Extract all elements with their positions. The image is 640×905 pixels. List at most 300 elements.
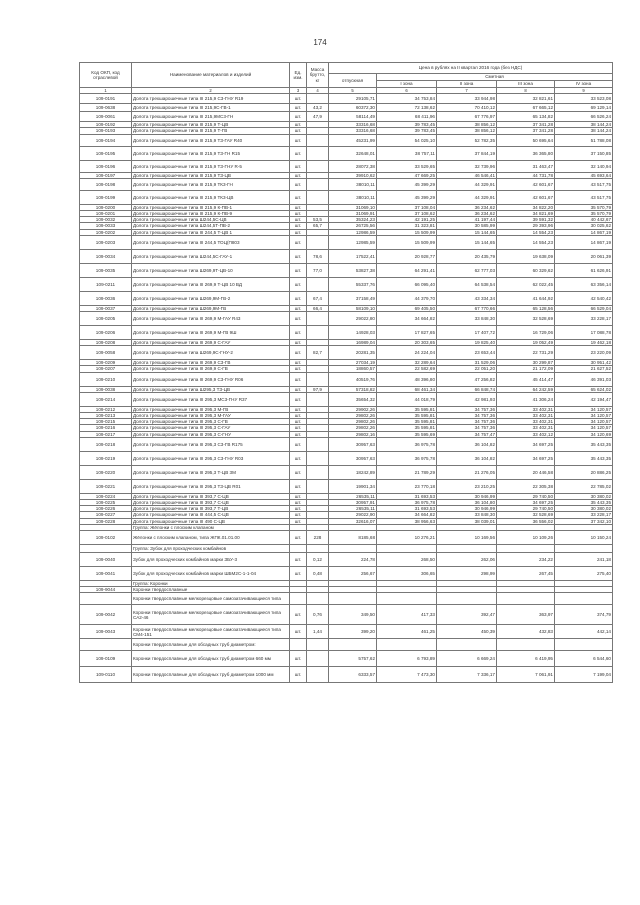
cell-code: 109-0034 <box>80 249 132 263</box>
cell-zone-3: 44 731,78 <box>497 172 555 178</box>
cell-zone-3: 37 341,28 <box>497 128 555 134</box>
table-row <box>80 605 613 625</box>
cell-price: 58109,10 <box>329 305 377 311</box>
cell-price: 18860,57 <box>329 366 377 372</box>
cell-zone-2: 23 210,25 <box>437 479 497 493</box>
cell-code: 109-0208 <box>80 340 132 346</box>
table-row <box>80 372 613 386</box>
cell-zone-3: 22 305,38 <box>497 479 555 493</box>
cell-mass: 97,9 <box>307 386 329 392</box>
cell-unit: шт. <box>290 305 307 311</box>
cell-zone-2 <box>437 593 497 605</box>
cell-price: 256,67 <box>329 567 377 581</box>
cell-price: 28072,38 <box>329 160 377 172</box>
cell-zone-3: 7 061,91 <box>497 667 555 683</box>
cell-code: 109-0043 <box>80 625 132 639</box>
cell-code: 109-0206 <box>80 326 132 340</box>
cell-unit: шт. <box>290 217 307 223</box>
cell-zone-3: 37 341,28 <box>497 122 555 128</box>
cell-code: 109-0220 <box>80 465 132 479</box>
cell-unit: шт. <box>290 493 307 499</box>
cell-price: 31069,91 <box>329 211 377 217</box>
cell-zone-3: 36 365,80 <box>497 146 555 160</box>
cell-zone-2: 262,06 <box>437 553 497 567</box>
cell-zone-3: 65 128,56 <box>497 305 555 311</box>
cell-zone-1: 37 108,04 <box>377 204 437 210</box>
cell-unit: шт. <box>290 605 307 625</box>
cell-name: Долота трехшарошечные типа Ш269,9Т-ЦВ-10 <box>132 263 290 277</box>
cell-zone-3: 33 402,31 <box>497 406 555 412</box>
cell-zone-2: 38 856,12 <box>437 122 497 128</box>
cell-zone-1: 54 025,10 <box>377 134 437 146</box>
cell-mass <box>307 639 329 651</box>
cell-zone-2 <box>437 639 497 651</box>
cell-zone-4: 35 443,35 <box>555 437 613 451</box>
cell-name: Долота трехшарошечные типа III 215,9 ТЗ-ГНУ R-5 <box>132 160 290 172</box>
cell-name: Долота трехшарошечные типа III 295,3 С-ГАУ <box>132 425 290 431</box>
cell-code: 109-0058 <box>80 346 132 360</box>
cell-zone-1: 268,50 <box>377 553 437 567</box>
cell-unit: шт. <box>290 277 307 291</box>
cell-zone-2: 34 757,36 <box>437 425 497 431</box>
cell-zone-3: 62 022,45 <box>497 277 555 291</box>
cell-unit: шт. <box>290 112 307 122</box>
cell-price: 32648,01 <box>329 146 377 160</box>
cell-zone-2: 66 848,74 <box>437 386 497 392</box>
cell-zone-2: 38 039,01 <box>437 518 497 524</box>
cell-price: 29802,26 <box>329 425 377 431</box>
table-row <box>80 639 613 651</box>
cell-name: Долота трехшарошечные типа III 215,9С-ГВ-1 <box>132 104 290 112</box>
page-number: 174 <box>313 38 327 47</box>
cell-name: Коронки твердосплавные мелкорезцовые самозатачивающиеся типа <box>132 593 290 605</box>
table-row <box>80 94 613 104</box>
col-number: 3 <box>290 88 307 94</box>
cell-name: Долота трехшарошечные типа III 269,9 Т-ЦВ 10 ВД <box>132 277 290 291</box>
cell-unit: шт. <box>290 190 307 204</box>
cell-name: Долота трехшарошечные типа III 393,7 С-ЦВ <box>132 500 290 506</box>
cell-zone-4: 35 570,79 <box>555 204 613 210</box>
cell-zone-3 <box>497 593 555 605</box>
cell-zone-2: 44 329,91 <box>437 178 497 190</box>
cell-price: 12985,59 <box>329 235 377 249</box>
cell-zone-3: 363,97 <box>497 605 555 625</box>
cell-unit: шт. <box>290 413 307 419</box>
cell-code: 109-0212 <box>80 406 132 412</box>
cell-zone-2: 31 529,06 <box>437 360 497 366</box>
cell-zone-1: 32 289,64 <box>377 360 437 366</box>
cell-name: Долота трехшарошечные типа III 244,5 ТОЦ(П803 <box>132 235 290 249</box>
cell-name: Коронки твердосплавные мелкорезцовые самозатачивающиеся типа СА2-46 <box>132 605 290 625</box>
cell-zone-1: 39 783,45 <box>377 122 437 128</box>
table-row <box>80 312 613 326</box>
header-code: Код ОКП, код отраслевой <box>80 63 132 88</box>
cell-name: Долота трехшарошечные типа III 269,9 С-ГВ <box>132 366 290 372</box>
cell-code <box>80 639 132 651</box>
cell-name: Долота трехшарошечные типа III 215,9 ТЗ-ЦВ <box>132 172 290 178</box>
cell-price: 12986,59 <box>329 229 377 235</box>
cell-zone-4: 14 867,19 <box>555 229 613 235</box>
cell-code: 109-0109 <box>80 651 132 667</box>
cell-zone-4: 38 144,24 <box>555 122 613 128</box>
cell-mass <box>307 178 329 190</box>
cell-zone-1: 20 928,77 <box>377 249 437 263</box>
cell-unit: шт. <box>290 122 307 128</box>
cell-mass <box>307 160 329 172</box>
cell-code: 109-0203 <box>80 235 132 249</box>
cell-code <box>80 545 132 553</box>
cell-zone-3: 34 821,69 <box>497 211 555 217</box>
cell-mass: 0,48 <box>307 567 329 581</box>
cell-name: Долота трехшарошечные типа III 215,9 ТК3-ЦВ <box>132 190 290 204</box>
cell-code: 109-0035 <box>80 263 132 277</box>
header-zone-3: III зона <box>497 81 555 88</box>
cell-unit: шт. <box>290 211 307 217</box>
cell-zone-1: 10 276,21 <box>377 531 437 545</box>
table-row <box>80 667 613 683</box>
cell-code: 109-0042 <box>80 605 132 625</box>
header-mass: Масса брутто, кг <box>307 63 329 88</box>
cell-price: 30957,63 <box>329 451 377 465</box>
cell-name: Долота трехшарошечные типа Ш269,9М-ГВ-2 <box>132 291 290 305</box>
cell-zone-2: 37 844,19 <box>437 146 497 160</box>
cell-zone-1: 34 664,82 <box>377 512 437 518</box>
cell-zone-4: 30 951,42 <box>555 360 613 366</box>
cell-code: 109-0196 <box>80 160 132 172</box>
cell-price: 38010,11 <box>329 178 377 190</box>
cell-zone-4: 22 785,02 <box>555 479 613 493</box>
cell-zone-3: 19 638,09 <box>497 249 555 263</box>
cell-name: Долота трехшарошечные типа Ш295,3 ТЗ-ЦВ <box>132 386 290 392</box>
cell-zone-4: 34 120,57 <box>555 425 613 431</box>
cell-name: Долота трехшарошечные типа III 295,3 М-ГАУ <box>132 413 290 419</box>
cell-zone-1: 45 399,29 <box>377 178 437 190</box>
table-row <box>80 291 613 305</box>
cell-mass: 82,7 <box>307 346 329 360</box>
cell-zone-1: 17 827,65 <box>377 326 437 340</box>
cell-price: 27034,19 <box>329 360 377 366</box>
cell-unit: шт. <box>290 235 307 249</box>
cell-zone-4: 45 693,64 <box>555 172 613 178</box>
cell-price: 399,20 <box>329 625 377 639</box>
cell-mass <box>307 465 329 479</box>
cell-name: Долота трехшарошечные типа III 215,9МС3-ГН <box>132 112 290 122</box>
cell-unit: шт. <box>290 291 307 305</box>
cell-mass <box>307 326 329 340</box>
cell-zone-1: 23 770,18 <box>377 479 437 493</box>
cell-mass <box>307 593 329 605</box>
cell-price: 60372,30 <box>329 104 377 112</box>
cell-zone-4: 38 144,24 <box>555 128 613 134</box>
cell-zone-1: 44 018,79 <box>377 392 437 406</box>
cell-mass <box>307 134 329 146</box>
cell-unit: шт. <box>290 263 307 277</box>
cell-name: Долота трехшарошечные типа III 269,9 М-ГВ 9Ш <box>132 326 290 340</box>
cell-zone-3: 33 402,31 <box>497 425 555 431</box>
cell-price: 16989,04 <box>329 340 377 346</box>
cell-zone-4: 17 088,78 <box>555 326 613 340</box>
cell-zone-4: 241,18 <box>555 553 613 567</box>
cell-zone-1: 31 323,81 <box>377 223 437 229</box>
cell-zone-3: 42 601,67 <box>497 178 555 190</box>
cell-unit: шт. <box>290 437 307 451</box>
cell-unit: шт. <box>290 346 307 360</box>
cell-unit: шт. <box>290 229 307 235</box>
cell-mass <box>307 94 329 104</box>
cell-zone-4: 42 540,42 <box>555 291 613 305</box>
table-row <box>80 392 613 406</box>
cell-unit: шт. <box>290 366 307 372</box>
cell-name: Долота трехшарошечные типа Ш244,5Т-ПВ-2 <box>132 223 290 229</box>
cell-zone-1: 7 473,30 <box>377 667 437 683</box>
cell-zone-2: 62 777,03 <box>437 263 497 277</box>
cell-zone-2: 33 848,30 <box>437 512 497 518</box>
cell-code: 109-0210 <box>80 372 132 386</box>
cell-zone-4: 66 526,24 <box>555 112 613 122</box>
cell-name: Долота трехшарошечные типа III 215,9 К-ПВ-1 <box>132 204 290 210</box>
cell-zone-4: 20 886,25 <box>555 465 613 479</box>
cell-zone-2: 46 546,41 <box>437 172 497 178</box>
cell-code: 109-0224 <box>80 493 132 499</box>
cell-zone-3: 67 665,12 <box>497 104 555 112</box>
cell-zone-4: 35 443,35 <box>555 500 613 506</box>
cell-price: 55337,76 <box>329 277 377 291</box>
cell-zone-4: 20 061,39 <box>555 249 613 263</box>
cell-zone-4: 43 517,75 <box>555 178 613 190</box>
cell-zone-4: 42 194,47 <box>555 392 613 406</box>
cell-unit: шт. <box>290 553 307 567</box>
cell-zone-1: 66 095,40 <box>377 277 437 291</box>
table-row <box>80 160 613 172</box>
cell-code: 109-0033 <box>80 223 132 229</box>
table-row <box>80 146 613 160</box>
cell-name: Долота трехшарошечные типа III 295,3 МС3-ГНУ R37 <box>132 392 290 406</box>
cell-code: 109-0041 <box>80 567 132 581</box>
cell-zone-1: 39 783,45 <box>377 128 437 134</box>
cell-name: Долота трехшарошечные типа III 295,3 М-ГВ <box>132 406 290 412</box>
cell-price: 35654,32 <box>329 392 377 406</box>
cell-zone-1: 417,33 <box>377 605 437 625</box>
cell-name: Группа: Зубок для проходческих комбайнов <box>132 545 290 553</box>
cell-mass <box>307 667 329 683</box>
cell-zone-3: 34 822,20 <box>497 204 555 210</box>
cell-unit: шт. <box>290 204 307 210</box>
cell-zone-4: 442,14 <box>555 625 613 639</box>
cell-zone-4: 61 626,91 <box>555 263 613 277</box>
cell-zone-2: 43 334,34 <box>437 291 497 305</box>
cell-zone-1: 35 595,81 <box>377 425 437 431</box>
cell-name: Долота трехшарошечные типа III 295,3 ТЗ-ЦВ R01 <box>132 479 290 493</box>
table-row <box>80 134 613 146</box>
cell-name: Долота трехшарошечные типа III 490 С-ЦВ <box>132 518 290 524</box>
header-zone-1: I зона <box>377 81 437 88</box>
cell-price: 26725,56 <box>329 223 377 229</box>
cell-price: 14928,03 <box>329 326 377 340</box>
col-number: 7 <box>437 88 497 94</box>
cell-price: 31069,10 <box>329 204 377 210</box>
cell-name: Группа: Жёлонки с плоским клапаном <box>132 524 290 530</box>
cell-name: Долота трехшарошечные типа III 393,7 Т-ЦВ <box>132 506 290 512</box>
cell-zone-3: 21 172,09 <box>497 366 555 372</box>
cell-zone-3: 30 299,87 <box>497 360 555 366</box>
cell-zone-4: 51 788,08 <box>555 134 613 146</box>
cell-zone-1: 72 138,62 <box>377 104 437 112</box>
cell-zone-4: 30 380,02 <box>555 506 613 512</box>
cell-zone-2: 36 104,82 <box>437 437 497 451</box>
cell-zone-3: 33 402,12 <box>497 431 555 437</box>
cell-zone-4 <box>555 593 613 605</box>
cell-zone-3: 267,45 <box>497 567 555 581</box>
header-price-group: Цена в рублях на II квартал 2016 года (без НДС) <box>329 63 613 74</box>
cell-name: Зубок для проходческих комбайнов марки ШБМ2С-1-1-04 <box>132 567 290 581</box>
cell-name: Коронки твердосплавные для обсадных труб диаметром 660 мм <box>132 651 290 667</box>
cell-mass: 53,5 <box>307 217 329 223</box>
cell-mass <box>307 235 329 249</box>
cell-zone-2: 64 538,54 <box>437 277 497 291</box>
cell-price: 29802,26 <box>329 419 377 425</box>
cell-zone-4: 63 356,14 <box>555 277 613 291</box>
col-number: 1 <box>80 88 132 94</box>
cell-unit: шт. <box>290 425 307 431</box>
cell-code: 109-0040 <box>80 553 132 567</box>
table-row <box>80 190 613 204</box>
cell-zone-4: 10 150,24 <box>555 531 613 545</box>
cell-code: 109-0228 <box>80 518 132 524</box>
cell-zone-2: 30 946,99 <box>437 506 497 512</box>
cell-name: Коронки твердосплавные для обсадных труб диаметром: <box>132 639 290 651</box>
cell-zone-3: 45 414,47 <box>497 372 555 386</box>
cell-name: Долота трехшарошечные типа III 215,9 ТЗ-ГАУ R40 <box>132 134 290 146</box>
cell-zone-2: 22 051,20 <box>437 366 497 372</box>
cell-zone-2 <box>437 545 497 553</box>
cell-code: 109-0037 <box>80 305 132 311</box>
cell-unit: шт. <box>290 451 307 465</box>
cell-mass <box>307 277 329 291</box>
cell-zone-2: 21 276,05 <box>437 465 497 479</box>
cell-zone-1: 35 595,69 <box>377 431 437 437</box>
cell-zone-1 <box>377 593 437 605</box>
cell-unit <box>290 639 307 651</box>
cell-zone-4: 34 120,57 <box>555 413 613 419</box>
cell-zone-1: 15 509,99 <box>377 235 437 249</box>
cell-zone-1: 35 595,81 <box>377 419 437 425</box>
cell-code: 109-0195 <box>80 146 132 160</box>
cell-code: 109-0638 <box>80 104 132 112</box>
table-row <box>80 651 613 667</box>
cell-zone-1: 34 753,84 <box>377 94 437 104</box>
cell-unit: шт. <box>290 146 307 160</box>
cell-name: Долота трехшарошечные типа III 295,3 С3-ГНУ R03 <box>132 451 290 465</box>
table-row <box>80 235 613 249</box>
table-row <box>80 567 613 581</box>
cell-mass: 65,7 <box>307 223 329 229</box>
cell-unit: шт. <box>290 479 307 493</box>
cell-zone-1: 38 757,11 <box>377 146 437 160</box>
cell-zone-2: 7 336,17 <box>437 667 497 683</box>
cell-code: 109-0205 <box>80 312 132 326</box>
table-row <box>80 104 613 112</box>
cell-mass <box>307 545 329 553</box>
table-row <box>80 553 613 567</box>
cell-zone-4: 30 025,62 <box>555 223 613 229</box>
cell-code: 109-0191 <box>80 94 132 104</box>
cell-unit: шт. <box>290 134 307 146</box>
cell-price: 349,50 <box>329 605 377 625</box>
cell-mass: 67,4 <box>307 291 329 305</box>
cell-zone-3: 29 393,96 <box>497 223 555 229</box>
col-number: 4 <box>307 88 329 94</box>
cell-zone-3: 42 601,67 <box>497 190 555 204</box>
cell-code: 109-0036 <box>80 291 132 305</box>
cell-unit: шт. <box>290 651 307 667</box>
cell-price: 32616,07 <box>329 518 377 524</box>
cell-code: 109-0197 <box>80 172 132 178</box>
cell-mass <box>307 372 329 386</box>
cell-name: Коронки твердосплавные <box>132 587 290 593</box>
cell-price: 5757,62 <box>329 651 377 667</box>
cell-zone-3: 20 446,58 <box>497 465 555 479</box>
col-number: 2 <box>132 88 290 94</box>
cell-zone-1: 37 108,62 <box>377 211 437 217</box>
cell-zone-3: 33 402,31 <box>497 413 555 419</box>
cell-code: 109-0215 <box>80 419 132 425</box>
cell-price: 53827,38 <box>329 263 377 277</box>
cell-zone-3 <box>497 639 555 651</box>
cell-zone-1: 461,25 <box>377 625 437 639</box>
cell-name: Жёлонки с плоским клапаном, типа ЖПК.01.01.00 <box>132 531 290 545</box>
cell-zone-4: 34 120,57 <box>555 419 613 425</box>
cell-zone-4: 33 523,08 <box>555 94 613 104</box>
cell-unit: шт. <box>290 625 307 639</box>
cell-zone-3: 34 697,25 <box>497 500 555 506</box>
col-number: 5 <box>329 88 377 94</box>
cell-zone-3: 65 134,82 <box>497 112 555 122</box>
cell-mass <box>307 437 329 451</box>
table-row <box>80 326 613 340</box>
cell-zone-1: 36 975,78 <box>377 437 437 451</box>
table-row <box>80 346 613 360</box>
cell-zone-2: 17 407,72 <box>437 326 497 340</box>
cell-code: 109-0213 <box>80 413 132 419</box>
table-row <box>80 178 613 190</box>
cell-mass: 66,4 <box>307 305 329 311</box>
cell-code: 109-0217 <box>80 431 132 437</box>
cell-unit: шт. <box>290 567 307 581</box>
table-row <box>80 531 613 545</box>
cell-unit: шт. <box>290 223 307 229</box>
cell-price: 39910,62 <box>329 172 377 178</box>
cell-unit <box>290 593 307 605</box>
cell-zone-2: 34 757,36 <box>437 406 497 412</box>
cell-zone-1: 34 664,82 <box>377 312 437 326</box>
cell-zone-4: 374,79 <box>555 605 613 625</box>
cell-zone-3: 16 729,06 <box>497 326 555 340</box>
cell-price: 26535,11 <box>329 506 377 512</box>
cell-zone-2: 38 856,12 <box>437 128 497 134</box>
cell-price: 38010,11 <box>329 190 377 204</box>
cell-name: Долота трехшарошечные типа III 444,5 С-ЦВ <box>132 512 290 518</box>
cell-zone-2: 52 782,35 <box>437 134 497 146</box>
cell-unit: шт. <box>290 340 307 346</box>
cell-zone-1: 31 693,53 <box>377 506 437 512</box>
cell-code: 109-0061 <box>80 112 132 122</box>
cell-zone-1: 35 595,81 <box>377 406 437 412</box>
cell-zone-3: 41 644,92 <box>497 291 555 305</box>
cell-mass <box>307 651 329 667</box>
cell-price: 58114,49 <box>329 112 377 122</box>
cell-zone-4: 65 624,02 <box>555 386 613 392</box>
cell-mass <box>307 451 329 465</box>
